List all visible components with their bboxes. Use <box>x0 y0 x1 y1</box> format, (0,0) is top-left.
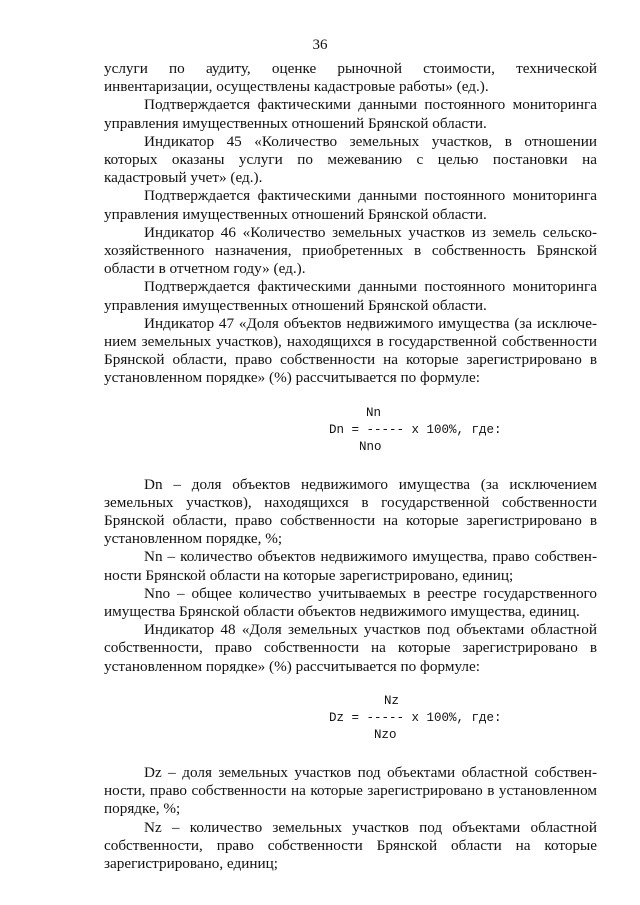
paragraph: Dz – доля земельных участков под объектами областной собственности, право собственности на которые зарегистрировано в установленном порядке, %; <box>104 763 597 818</box>
paragraph: Индикатор 45 «Количество земельных участков, в отношении которых оказаны услуги по межеванию с целью постановки на кадастровый учет» (ед.). <box>104 132 597 187</box>
page-number: 36 <box>312 37 328 53</box>
paragraph: Подтверждается фактическими данными постоянного мониторинга управления имущественных отношений Брянской области. <box>104 187 597 223</box>
formula-expression: Dn = ----- x 100%, где: <box>329 422 502 437</box>
formula-denominator: Nno <box>359 439 382 454</box>
paragraph: Nn – количество объектов недвижимого имущества, право собственности Брянской области на которые зарегистрировано, единиц; <box>104 548 597 584</box>
formula-dn <box>104 404 597 458</box>
paragraph: Подтверждается фактическими данными постоянного мониторинга управления имущественных отношений Брянской области. <box>104 96 597 132</box>
paragraph: Nno – общее количество учитываемых в реестре государственного имущества Брянской области объектов недвижимого имущества, единиц. <box>104 584 597 621</box>
paragraph: Dn – доля объектов недвижимого имущества (за исключением земельных участков), находящихся в государственной собственности Брянской области, право собственности на которые зарегистрировано в установленном порядке, %; <box>104 475 597 548</box>
formula-numerator: Nz <box>384 693 400 708</box>
paragraph: Индикатор 48 «Доля земельных участков под объектами областной собственности, право собственности на которые зарегистрировано в установленном порядке» (%) рассчитывается по формуле: <box>104 621 597 675</box>
paragraph: Nz – количество земельных участков под объектами областной собственности, право собственности Брянской области на которые зарегистрировано, единиц; <box>104 818 597 872</box>
paragraph: Индикатор 46 «Количество земельных участков из земель сельскохозяйственного назначения, приобретенных в собственность Брянской области в отчетном году» (ед.). <box>104 223 597 278</box>
formula-expression: Dz = ----- x 100%, где: <box>329 710 502 725</box>
paragraph: Индикатор 47 «Доля объектов недвижимого имущества (за исключением земельных участков), находящихся в государственной собственности Брянской области, право собственности на которые зарегистрировано в установленном порядке» (%) рассчитывается по формуле: <box>104 314 597 387</box>
formula-dz <box>104 692 597 746</box>
paragraph: услуги по аудиту, оценке рыночной стоимости, технической инвентаризации, осуществлены кадастровые работы» (ед.). <box>104 60 597 96</box>
formula-numerator: Nn <box>366 405 382 420</box>
paragraph: Подтверждается фактическими данными постоянного мониторинга управления имущественных отношений Брянской области. <box>104 278 597 314</box>
document-body <box>104 60 597 873</box>
formula-denominator: Nzo <box>374 727 397 742</box>
